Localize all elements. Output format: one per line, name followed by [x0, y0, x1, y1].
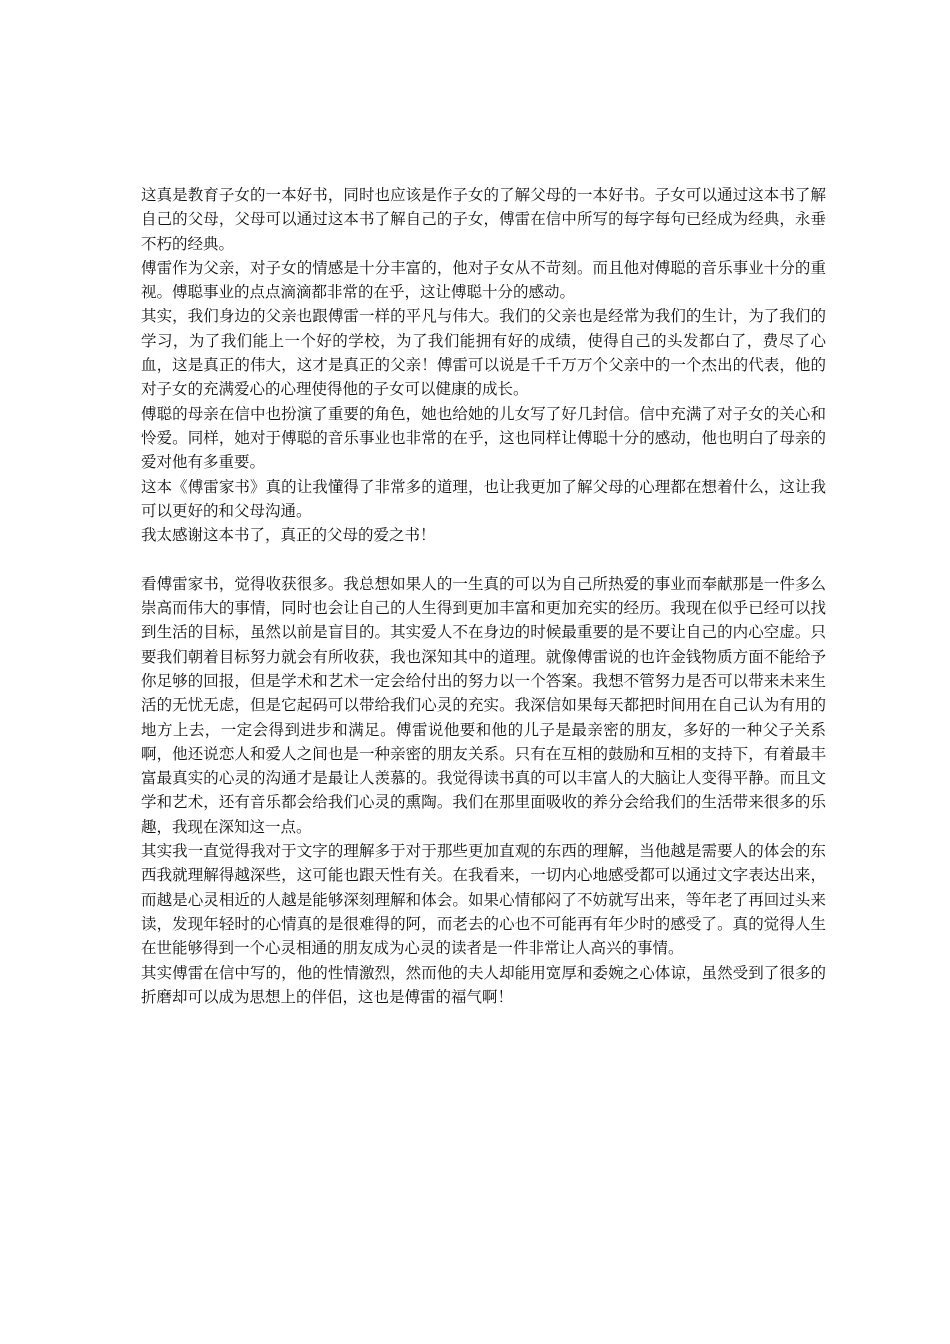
article-2	[141, 572, 826, 1009]
article-1	[141, 183, 826, 547]
paragraph: 其实，我们身边的父亲也跟傅雷一样的平凡与伟大。我们的父亲也是经常为我们的生计，为了我们的学习，为了我们能上一个好的学校，为了我们能拥有好的成绩，使得自己的头发都白了，费尽了心血，这是真正的伟大，这才是真正的父亲！傅雷可以说是千千万万个父亲中的一个杰出的代表，他的对子女的充满爱心的心理使得他的子女可以健康的成长。	[141, 307, 826, 399]
paragraph: 其实傅雷在信中写的，他的性情激烈，然而他的夫人却能用宽厚和委婉之心体谅，虽然受到了很多的折磨却可以成为思想上的伴侣，这也是傅雷的福气啊！	[141, 963, 826, 1006]
paragraph: 我太感谢这本书了，真正的父母的爱之书！	[141, 526, 436, 545]
paragraph: 这本《傅雷家书》真的让我懂得了非常多的道理，也让我更加了解父母的心理都在想着什么，这让我可以更好的和父母沟通。	[141, 477, 826, 520]
paragraph: 其实我一直觉得我对于文字的理解多于对于那些更加直观的东西的理解，当他越是需要人的体会的东西我就理解得越深些，这可能也跟天性有关。在我看来，一切内心地感受都可以通过文字表达出来，而越是心灵相近的人越是能够深刻理解和体会。如果心情郁闷了不妨就写出来，等年老了再回过头来读，发现年轻时的心情真的是很难得的阿，而老去的心也不可能再有年少时的感受了。真的觉得人生在世能够得到一个心灵相通的朋友成为心灵的读者是一件非常让人高兴的事情。	[141, 842, 826, 958]
paragraph: 这真是教育子女的一本好书，同时也应该是作子女的了解父母的一本好书。子女可以通过这本书了解自己的父母，父母可以通过这本书了解自己的子女，傅雷在信中所写的每字每句已经成为经典，永垂不朽的经典。	[141, 186, 826, 253]
paragraph: 看傅雷家书，觉得收获很多。我总想如果人的一生真的可以为自己所热爱的事业而奉献那是一件多么崇高而伟大的事情，同时也会让自己的人生得到更加丰富和更加充实的经历。我现在似乎已经可以找到生活的目标，虽然以前是盲目的。其实爱人不在身边的时候最重要的是不要让自己的内心空虚。只要我们朝着目标努力就会有所收获，我也深知其中的道理。就像傅雷说的也许金钱物质方面不能给予你足够的回报，但是学术和艺术一定会给付出的努力以一个答案。我想不管努力是否可以带来未来生活的无忧无虑，但是它起码可以带给我们心灵的充实。我深信如果每天都把时间用在自己认为有用的地方上去，一定会得到进步和满足。傅雷说他要和他的儿子是最亲密的朋友，多好的一种父子关系啊，他还说恋人和爱人之间也是一种亲密的朋友关系。只有在互相的鼓励和互相的支持下，有着最丰富最真实的心灵的沟通才是最让人羡慕的。我觉得读书真的可以丰富人的大脑让人变得平静。而且文学和艺术，还有音乐都会给我们心灵的熏陶。我们在那里面吸收的养分会给我们的生活带来很多的乐趣，我现在深知这一点。	[141, 574, 826, 836]
paragraph: 傅聪的母亲在信中也扮演了重要的角色，她也给她的儿女写了好几封信。信中充满了对子女的关心和怜爱。同样，她对于傅聪的音乐事业也非常的在乎，这也同样让傅聪十分的感动，他也明白了母亲的爱对他有多重要。	[141, 404, 826, 472]
section-gap	[141, 547, 826, 571]
document-body	[141, 183, 826, 1009]
paragraph: 傅雷作为父亲，对子女的情感是十分丰富的，他对子女从不苛刻。而且他对傅聪的音乐事业十分的重视。傅聪事业的点点滴滴都非常的在乎，这让傅聪十分的感动。	[141, 258, 826, 302]
